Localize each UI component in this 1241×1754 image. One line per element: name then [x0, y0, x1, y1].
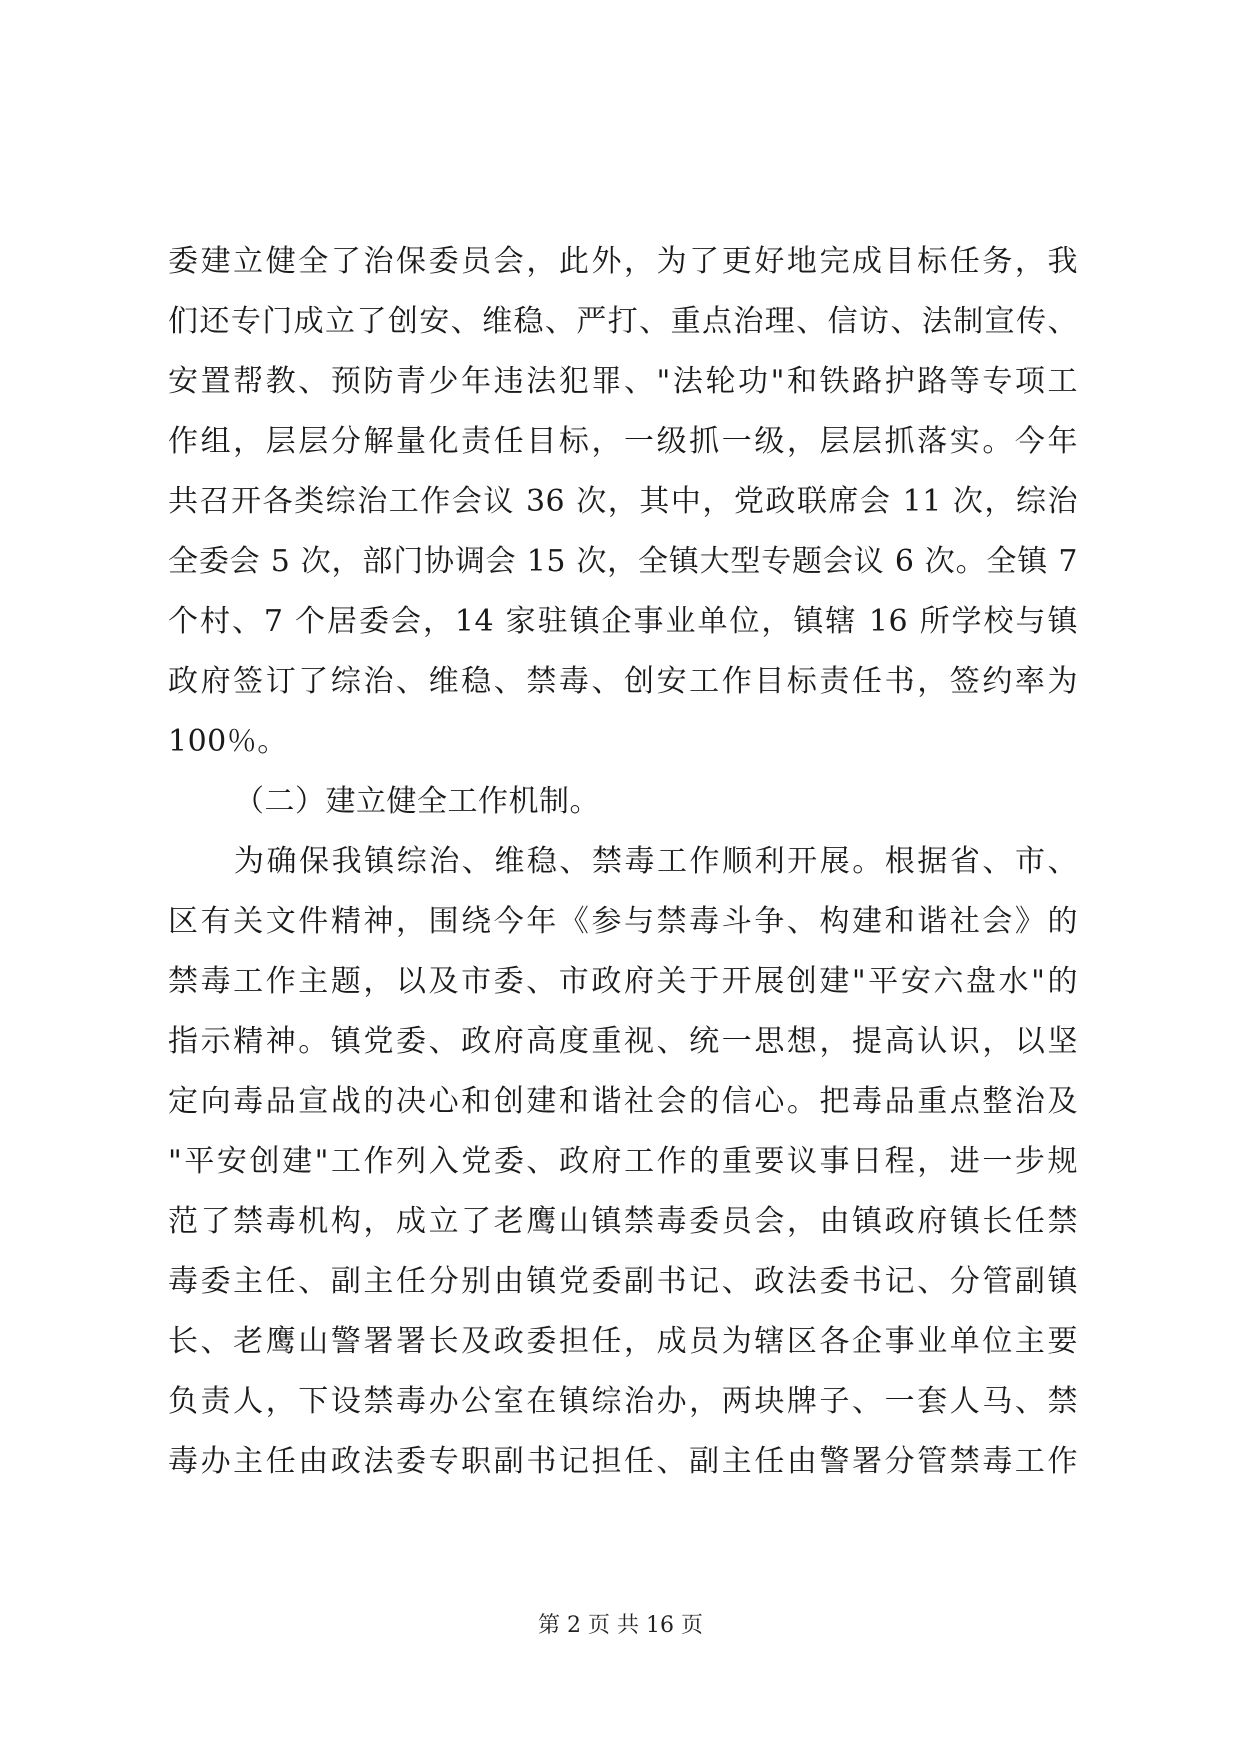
text-line: "平安创建"工作列入党委、政府工作的重要议事日程，进一步规: [168, 1144, 1078, 1179]
text-line: 毒办主任由政法委专职副书记担任、副主任由警署分管禁毒工作: [168, 1444, 1078, 1479]
text-line: 指示精神。镇党委、政府高度重视、统一思想，提高认识，以坚: [168, 1024, 1078, 1059]
text-line: 委建立健全了治保委员会，此外，为了更好地完成目标任务，我: [168, 244, 1078, 279]
text-line: 100％。: [168, 724, 288, 759]
text-line: 范了禁毒机构，成立了老鹰山镇禁毒委员会，由镇政府镇长任禁: [168, 1204, 1078, 1239]
text-line: 个村、7 个居委会，14 家驻镇企事业单位，镇辖 16 所学校与镇: [168, 604, 1078, 639]
text-line: 毒委主任、副主任分别由镇党委副书记、政法委书记、分管副镇: [168, 1264, 1078, 1299]
text-line: 长、老鹰山警署署长及政委担任，成员为辖区各企事业单位主要: [168, 1324, 1078, 1359]
section-heading: （二）建立健全工作机制。: [234, 784, 600, 819]
text-line: 们还专门成立了创安、维稳、严打、重点治理、信访、法制宣传、: [168, 304, 1078, 339]
text-line: 负责人，下设禁毒办公室在镇综治办，两块牌子、一套人马、禁: [168, 1384, 1078, 1419]
text-line: 为确保我镇综治、维稳、禁毒工作顺利开展。根据省、市、: [234, 844, 1078, 879]
text-line: 区有关文件精神，围绕今年《参与禁毒斗争、构建和谐社会》的: [168, 904, 1078, 939]
text-line: 定向毒品宣战的决心和创建和谐社会的信心。把毒品重点整治及: [168, 1084, 1078, 1119]
text-line: 安置帮教、预防青少年违法犯罪、"法轮功"和铁路护路等专项工: [168, 364, 1078, 399]
text-line: 政府签订了综治、维稳、禁毒、创安工作目标责任书，签约率为: [168, 664, 1078, 699]
text-line: 共召开各类综治工作会议 36 次，其中，党政联席会 11 次，综治: [168, 484, 1078, 519]
page-number: 第 2 页 共 16 页: [538, 1613, 703, 1638]
text-line: 禁毒工作主题，以及市委、市政府关于开展创建"平安六盘水"的: [168, 964, 1078, 999]
text-line: 作组，层层分解量化责任目标，一级抓一级，层层抓落实。今年: [168, 424, 1078, 459]
body-text: [168, 232, 1078, 1492]
text-line: 全委会 5 次，部门协调会 15 次，全镇大型专题会议 6 次。全镇 7: [168, 544, 1078, 579]
